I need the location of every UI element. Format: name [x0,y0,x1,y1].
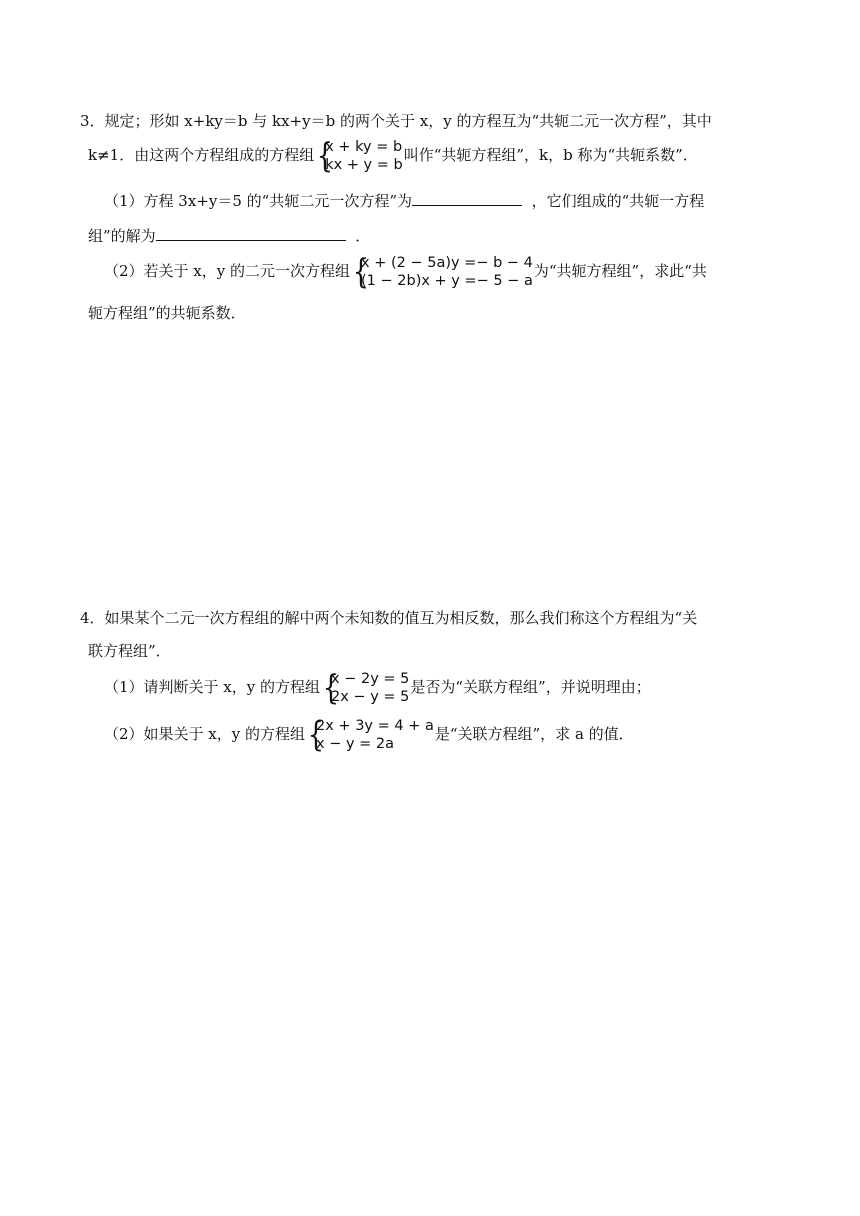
q4-part2-eq2: x − y = 2a [316,736,395,752]
q4-statement-line2: 联方程组”． [88,642,171,660]
q4-part1-eq2: 2x − y = 5 [331,689,410,705]
q3-part2-eq1: x + (2 − 5a)y =− b − 4 [361,255,533,271]
q3-part2-system [351,254,533,290]
q4-part2-text-pre: （2）如果关于 x，y 的方程组 [104,725,306,743]
q3-conjugate-system [315,138,403,174]
q3-part2-text-post: 为“共轭方程组”，求此“共 [533,262,707,280]
left-brace-icon: { [352,252,369,292]
answer-blank-conjugate-equation[interactable] [412,189,522,206]
q3-statement-line2 [88,138,698,174]
left-brace-icon: { [322,668,339,708]
q3-part1-line1 [104,189,704,211]
left-brace-icon: { [316,136,334,176]
q3-statement-line1: 3．规定；形如 x+ky＝b 与 kx+y＝b 的两个关于 x，y 的方程互为“共轭二元一次方程”，其中 [80,112,712,130]
q3-part1-line2 [88,224,370,246]
q3-part2-eq2: (1 − 2b)x + y =− 5 − a [361,273,533,289]
q4-part1-system [321,670,409,706]
left-brace-icon: { [307,715,324,755]
q3-part2-text-pre: （2）若关于 x，y 的二元一次方程组 [104,262,351,280]
q4-part2-text-post: 是“关联方程组”，求 a 的值． [434,725,634,743]
q3-line2-text-pre: k≠1．由这两个方程组成的方程组 [88,146,315,164]
q3-part2-line2: 轭方程组”的共轭系数． [88,304,246,322]
q4-part2-line [104,717,634,753]
q3-part1-text-post: ，它们组成的“共轭一方程 [531,192,705,210]
q4-part1-eq1: x − 2y = 5 [331,671,410,687]
q3-system-eq1: x + ky = b [325,139,403,155]
q3-line2-text-post: 叫作“共轭方程组”，k，b 称为“共轭系数”． [403,146,698,164]
q3-part2-line1 [104,254,707,290]
q4-part2-system [306,717,434,753]
q3-part1-line2-text: 组”的解为 [88,227,156,245]
q3-system-eq2: kx + y = b [325,157,403,173]
answer-blank-solution[interactable] [156,224,346,241]
q4-part1-line [104,670,651,706]
q3-part1-text-pre: （1）方程 3x+y＝5 的“共轭二元一次方程”为 [104,192,413,210]
q4-part1-text-post: 是否为“关联方程组”，并说明理由； [410,678,651,696]
q4-statement-line1: 4．如果某个二元一次方程组的解中两个未知数的值互为相反数，那么我们称这个方程组为“关 [80,609,698,627]
q4-part2-eq1: 2x + 3y = 4 + a [316,718,434,734]
q4-part1-text-pre: （1）请判断关于 x，y 的方程组 [104,678,321,696]
q3-part1-line2-end: ． [355,227,371,245]
